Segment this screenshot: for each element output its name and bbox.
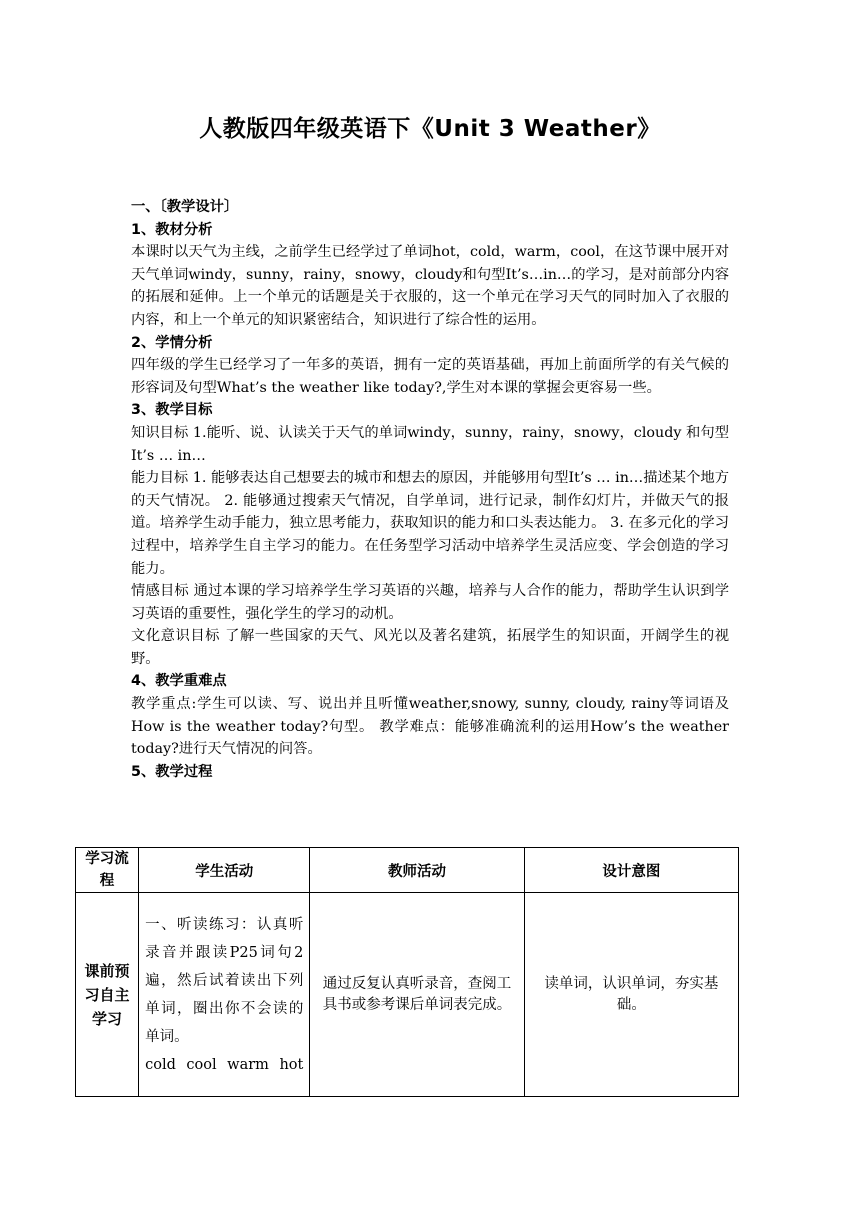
student-activity-words: cold cool warm hot (145, 1056, 304, 1073)
para-key-points: 教学重点:学生可以读、写、说出并且听懂weather,snowy, sunny, cloudy, rainy等词语及 How is the weather today?句型。 教学难点：能够准确流利的运用How’s the weather today?进行天气情况的问答。 (131, 696, 729, 758)
header-flow: 学习流程 (76, 848, 139, 893)
para-emotion-goal: 情感目标 通过本课的学习培养学生学习英语的兴趣，培养与人合作的能力，帮助学生认识到学习英语的重要性，强化学生的学习的动机。 (131, 583, 729, 622)
para-culture-goal: 文化意识目标 了解一些国家的天气、风光以及著名建筑，拓展学生的知识面，开阔学生的视野。 (131, 628, 729, 667)
heading-student-analysis: 2、学情分析 (131, 334, 213, 351)
para-knowledge-goal: 知识目标 1.能听、说、认读关于天气的单词windy，sunny，rainy，snowy，cloudy 和句型It’s … in… (131, 424, 729, 464)
document-title: 人教版四年级英语下《Unit 3 Weather》 (199, 116, 661, 142)
teaching-process-table (75, 847, 739, 1097)
cell-flow: 课前预习自主学习 (76, 893, 139, 1097)
header-teacher-activity: 教师活动 (310, 848, 524, 893)
document-body (131, 196, 729, 783)
header-student-activity: 学生活动 (139, 848, 310, 893)
cell-design-intent: 读单词，认识单词，夯实基础。 (524, 893, 738, 1097)
para-ability-goal: 能力目标 1. 能够表达自己想要去的城市和想去的原因，并能够用句型It’s … in…描述某个地方的天气情况。 2. 能够通过搜索天气情况，自学单词，进行记录，制作幻灯片，并做天气的报道。培养学生动手能力，独立思考能力，获取知识的能力和口头表达能力。 3. 在多元化的学习过程中，培养学生自主学习的能力。在任务型学习活动中培养学生灵活应变、学会创造的学习能力。 (131, 470, 729, 577)
table-header-row (76, 848, 739, 893)
heading-teaching-goals: 3、教学目标 (131, 402, 213, 419)
section-heading-design: 一、〔教学设计〕 (131, 199, 239, 215)
cell-teacher-activity: 通过反复认真听录音，查阅工具书或参考课后单词表完成。 (310, 893, 524, 1097)
student-activity-text: 一、听读练习：认真听录音并跟读P25词句2遍，然后试着读出下列单词，圈出你不会读的单词。 (145, 916, 304, 1045)
table-row (76, 893, 739, 1097)
para-student-analysis: 四年级的学生已经学习了一年多的英语，拥有一定的英语基础，再加上前面所学的有关气候的形容词及句型What’s the weather like today?,学生对本课的掌握会更容易一些。 (131, 357, 729, 396)
heading-teaching-process: 5、教学过程 (131, 763, 213, 780)
heading-key-points: 4、教学重难点 (131, 673, 227, 690)
cell-student-activity (139, 893, 310, 1097)
header-design-intent: 设计意图 (524, 848, 738, 893)
para-material-analysis: 本课时以天气为主线，之前学生已经学过了单词hot，cold，warm，cool，在这节课中展开对天气单词windy，sunny，rainy，snowy，cloudy和句型It’s…in…的学习，是对前部分内容的拓展和延伸。上一个单元的话题是关于衣服的，这一个单元在学习天气的同时加入了衣服的内容，和上一个单元的知识紧密结合，知识进行了综合性的运用。 (131, 244, 729, 328)
heading-material-analysis: 1、教材分析 (131, 221, 213, 238)
